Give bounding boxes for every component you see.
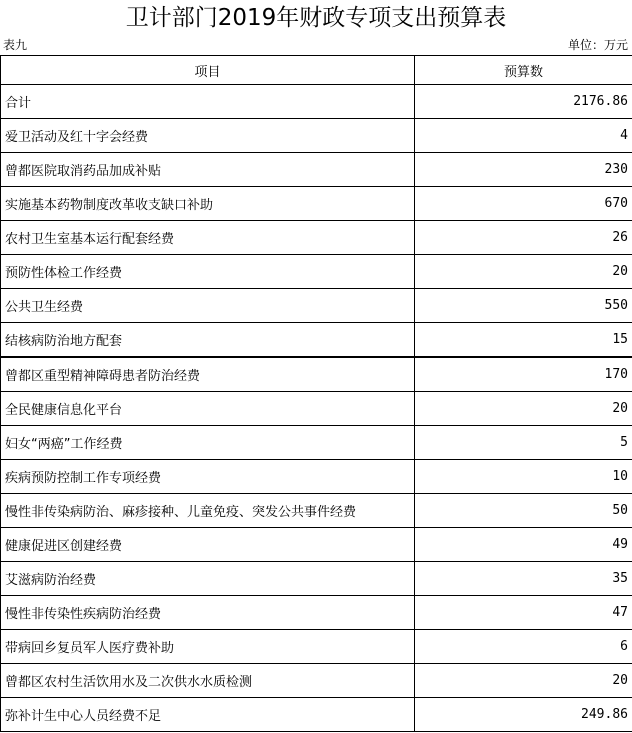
table-label: 表九 [3,38,28,52]
page-title: 卫计部门2019年财政专项支出预算表 [125,5,507,31]
table-row [1,460,632,494]
row-amount: 50 [415,494,632,528]
table-meta [0,35,632,55]
row-amount: 5 [415,426,632,460]
budget-table [0,55,632,732]
row-item-name: 爱卫活动及红十字会经费 [1,119,415,153]
row-item-name: 全民健康信息化平台 [1,392,415,426]
table-row [1,153,632,187]
row-item-name: 实施基本药物制度改革收支缺口补助 [1,187,415,221]
table-row [1,426,632,460]
row-amount: 20 [415,392,632,426]
row-item-name: 妇女“两癌”工作经费 [1,426,415,460]
row-amount: 26 [415,221,632,255]
row-item-name: 艾滋病防治经费 [1,562,415,596]
row-item-name: 带病回乡复员军人医疗费补助 [1,630,415,664]
row-amount: 49 [415,528,632,562]
table-row [1,187,632,221]
table-row [1,528,632,562]
row-item-name: 曾都区农村生活饮用水及二次供水水质检测 [1,664,415,698]
row-item-name: 预防性体检工作经费 [1,255,415,289]
header-amount: 预算数 [415,56,632,85]
row-amount: 15 [415,323,632,358]
table-row [1,596,632,630]
row-item-name: 慢性非传染病防治、麻疹接种、儿童免疫、突发公共事件经费 [1,494,415,528]
row-amount: 230 [415,153,632,187]
row-item-name: 公共卫生经费 [1,289,415,323]
table-row [1,221,632,255]
row-amount: 35 [415,562,632,596]
row-amount: 20 [415,664,632,698]
row-item-name: 曾都区重型精神障碍患者防治经费 [1,357,415,392]
unit-label: 单位：万元 [567,38,628,52]
row-amount: 2176.86 [415,85,632,119]
table-row [1,85,632,119]
row-item-name: 农村卫生室基本运行配套经费 [1,221,415,255]
table-row [1,664,632,698]
row-item-name: 慢性非传染性疾病防治经费 [1,596,415,630]
row-amount: 670 [415,187,632,221]
row-amount: 47 [415,596,632,630]
row-amount: 249.86 [415,698,632,732]
table-row [1,289,632,323]
table-body [1,85,632,732]
table-row [1,357,632,392]
table-row [1,698,632,732]
table-row [1,392,632,426]
row-amount: 550 [415,289,632,323]
row-item-name: 合计 [1,85,415,119]
row-item-name: 疾病预防控制工作专项经费 [1,460,415,494]
row-item-name: 弥补计生中心人员经费不足 [1,698,415,732]
table-row [1,562,632,596]
row-amount: 4 [415,119,632,153]
row-item-name: 结核病防治地方配套 [1,323,415,358]
row-amount: 170 [415,357,632,392]
row-item-name: 健康促进区创建经费 [1,528,415,562]
row-amount: 20 [415,255,632,289]
header-item: 项目 [1,56,415,85]
table-row [1,630,632,664]
table-row [1,255,632,289]
table-header-row [1,56,632,85]
row-amount: 6 [415,630,632,664]
table-row [1,119,632,153]
row-item-name: 曾都医院取消药品加成补贴 [1,153,415,187]
row-amount: 10 [415,460,632,494]
table-row [1,323,632,358]
table-row [1,494,632,528]
